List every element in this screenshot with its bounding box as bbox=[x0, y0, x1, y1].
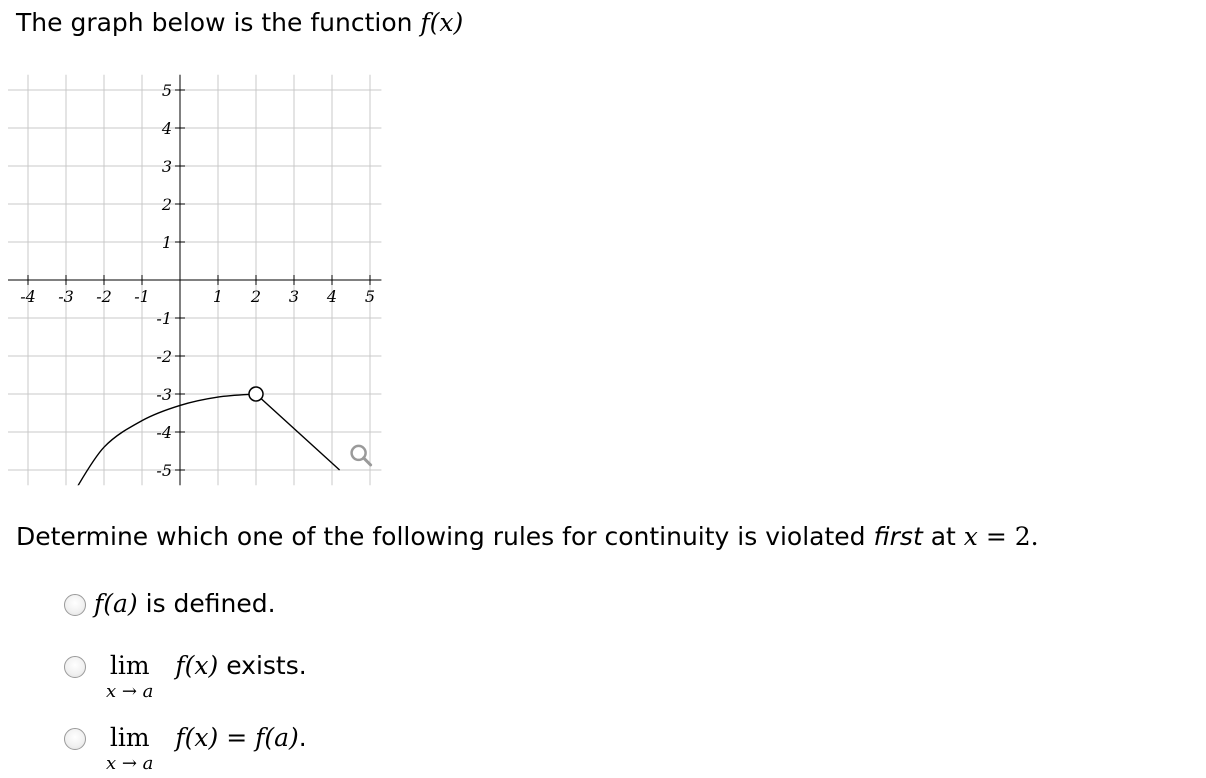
question-equals: = 2. bbox=[977, 522, 1039, 551]
question-after: at bbox=[922, 522, 964, 551]
lim-word-3: lim bbox=[109, 723, 150, 752]
y-tick-label: -5 bbox=[156, 461, 172, 480]
limit-2 bbox=[106, 648, 153, 702]
question-text bbox=[16, 522, 1039, 551]
option-defined[interactable] bbox=[64, 586, 276, 622]
option-limit-exists[interactable] bbox=[64, 648, 307, 702]
option-1-math: f(a) bbox=[94, 589, 138, 618]
y-tick-label: -1 bbox=[156, 309, 172, 328]
lim-sub-2: x → a bbox=[106, 681, 154, 702]
x-tick-label: 2 bbox=[250, 287, 262, 306]
y-tick-label: 3 bbox=[161, 157, 172, 176]
option-limit-equals[interactable] bbox=[64, 720, 307, 774]
option-2-text: exists. bbox=[218, 651, 307, 680]
y-tick-label: -2 bbox=[156, 347, 172, 366]
y-tick-label: -3 bbox=[156, 385, 172, 404]
radio-option-1[interactable] bbox=[64, 594, 86, 616]
option-1-text: is defined. bbox=[137, 589, 276, 618]
option-3-math2: f(a) bbox=[255, 723, 299, 752]
x-tick-label: -4 bbox=[20, 287, 36, 306]
function-graph bbox=[8, 74, 428, 486]
y-tick-label: 4 bbox=[161, 119, 172, 138]
option-3-math: f(x) bbox=[175, 723, 219, 752]
radio-option-3[interactable] bbox=[64, 728, 86, 750]
x-tick-label: -3 bbox=[58, 287, 74, 306]
option-2-math: f(x) bbox=[175, 651, 219, 680]
limit-3 bbox=[106, 720, 153, 774]
y-tick-label: 1 bbox=[161, 233, 172, 252]
y-tick-label: -4 bbox=[156, 423, 172, 442]
x-tick-label: -1 bbox=[134, 287, 150, 306]
lim-word-2: lim bbox=[109, 651, 150, 680]
x-tick-label: 4 bbox=[326, 287, 338, 306]
lim-sub-3: x → a bbox=[106, 753, 154, 774]
radio-option-2[interactable] bbox=[64, 656, 86, 678]
prompt-label: The graph below is the function bbox=[16, 8, 421, 37]
option-3-text: . bbox=[298, 723, 307, 752]
x-tick-label: 1 bbox=[212, 287, 224, 306]
prompt-text bbox=[16, 8, 463, 37]
open-circle-point bbox=[249, 387, 263, 401]
option-3-eq: = bbox=[218, 723, 256, 752]
prompt-function: f(x) bbox=[420, 8, 464, 37]
question-emphasis: first bbox=[873, 522, 923, 551]
x-tick-label: -2 bbox=[96, 287, 112, 306]
question-before: Determine which one of the following rules for continuity is violated bbox=[16, 522, 874, 551]
y-tick-label: 2 bbox=[161, 195, 172, 214]
x-tick-label: 5 bbox=[364, 287, 376, 306]
question-variable: x bbox=[963, 522, 978, 551]
x-tick-label: 3 bbox=[288, 287, 300, 306]
y-tick-label: 5 bbox=[161, 81, 172, 100]
